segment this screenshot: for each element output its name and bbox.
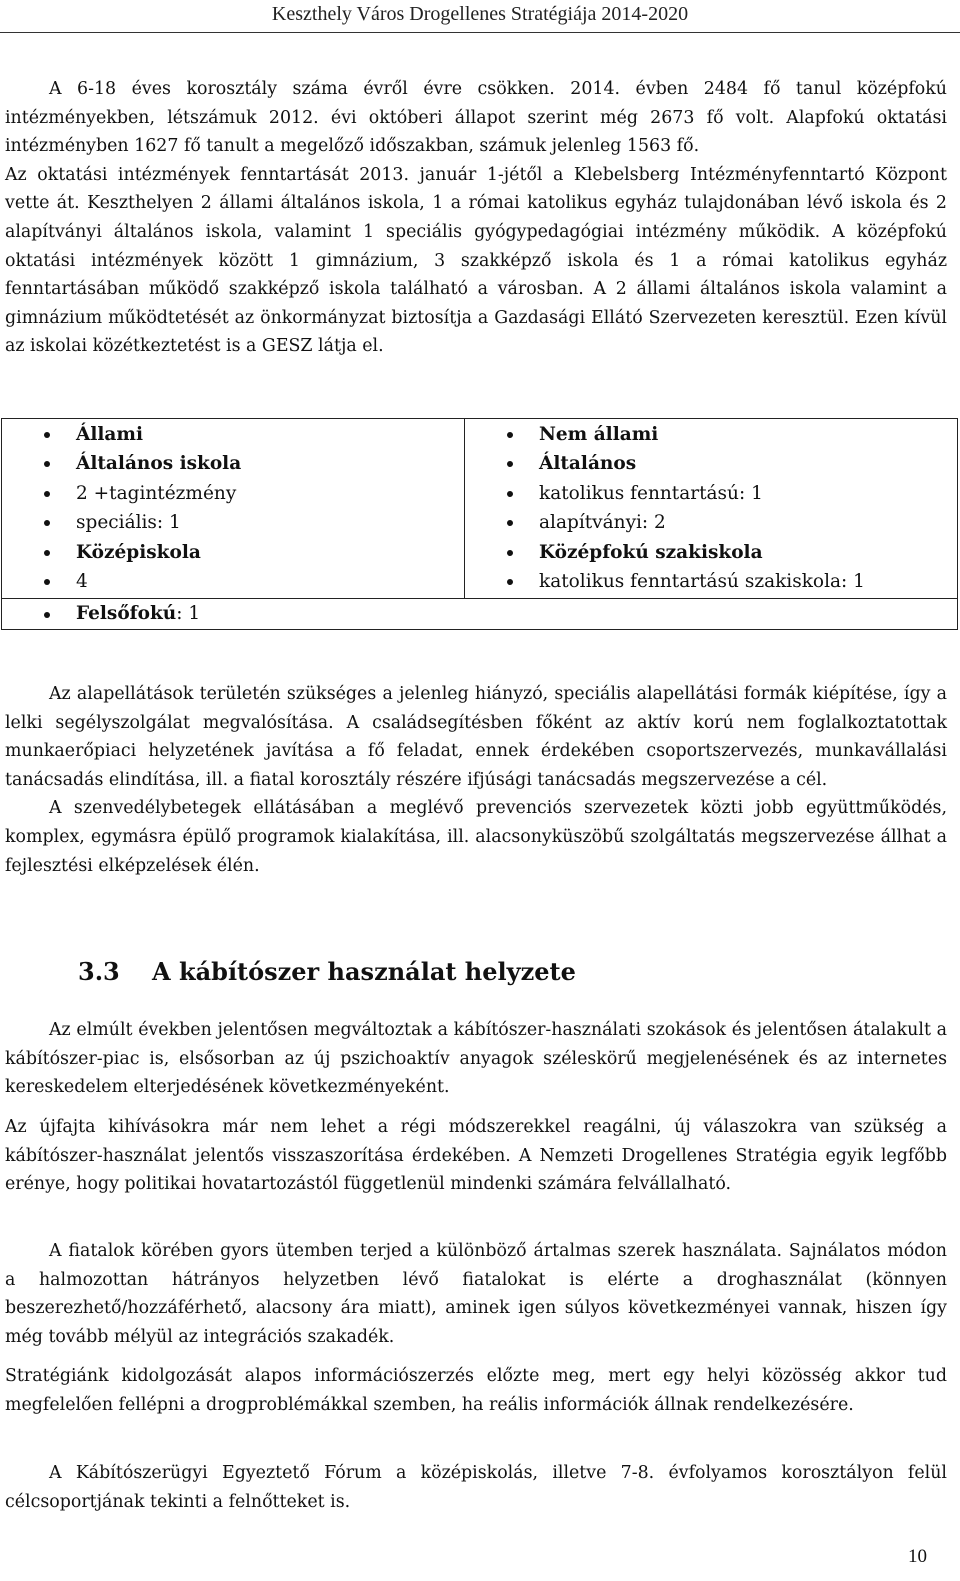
non-state-vocational-count: katolikus fenntartású szakiskola: 1 <box>471 567 953 596</box>
drug-paragraph-1: Az elmúlt években jelentősen megváltoztak a kábítószer-használati szokások és jelentősen átalakult a kábítószer-piac is, elsősorban az új pszichoaktív anyagok széleskörű megjelenésének és az internetes kereskedelem elterjedésének következményeként. <box>5 1020 947 1098</box>
care-paragraph-1: Az alapellátások területén szükséges a jelenleg hiányzó, speciális alapellátási formák kiépítése, így a lelki segélyszolgálat megvalósítása. A családsegítésben főként az aktív korú nem foglalkoztatottak munkaerőpiaci helyzetének javítása a fő feladat, ennek érdekében csoportszervezés, munkavállalási tanácsadás elindítása, ill. a fiatal korosztály részére ifjúsági tanácsadás megszervezése a cél. <box>5 684 947 790</box>
intro-section <box>0 75 960 361</box>
section-number: 3.3 <box>78 957 120 986</box>
drug-paragraph-5: A Kábítószerügyi Egyeztető Fórum a középiskolás, illetve 7-8. évfolyamos korosztályon felül célcsoportjának tekinti a felnőtteket is. <box>5 1463 947 1512</box>
state-special-count: speciális: 1 <box>8 508 460 537</box>
non-state-catholic-count: katolikus fenntartású: 1 <box>471 479 953 508</box>
section-heading <box>78 952 576 992</box>
non-state-foundation-count: alapítványi: 2 <box>471 508 953 537</box>
intro-paragraph-1a: A 6-18 éves korosztály száma évről évre csökken. 2014. évben 2484 fő tanul középfokú intézményekben, létszámuk 2012. évi októberi állapot szerint még 2673 fő volt. Alapfokú oktatási intézményben 1627 fő tanult a megelőző időszakban, számuk jelenleg 1563 fő. <box>5 79 947 157</box>
state-primary-label: Általános iskola <box>8 449 460 478</box>
drug-paragraph-4: Stratégiánk kidolgozását alapos információszerzés előzte meg, mert egy helyi közösség akkor tud megfelelően fellépni a drogproblémákkal szemben, ha reális információk állnak rendelkezésére. <box>5 1366 947 1415</box>
drug-section-2 <box>0 1113 960 1199</box>
higher-education-label: Felsőfokú <box>76 603 177 625</box>
non-state-heading: Nem állami <box>471 420 953 449</box>
care-section <box>0 680 960 880</box>
drug-paragraph-2: Az újfajta kihívásokra már nem lehet a régi módszerekkel reagálni, új válaszokra van szükség a kábítószer-használat jelentős visszaszorítása érdekében. A Nemzeti Drogellenes Stratégia egyik legfőbb erénye, hogy politikai hovatartozástól függetlenül mindenki számára felvállalható. <box>5 1117 947 1195</box>
header-rule <box>0 32 960 33</box>
state-column <box>2 419 465 599</box>
page-number: 10 <box>908 1546 927 1567</box>
higher-education-item <box>8 600 953 627</box>
non-state-primary-label: Általános <box>471 449 953 478</box>
institutions-table <box>1 418 958 630</box>
drug-section-5 <box>0 1459 960 1516</box>
state-secondary-label: Középiskola <box>8 538 460 567</box>
non-state-vocational-label: Középfokú szakiskola <box>471 538 953 567</box>
state-secondary-count: 4 <box>8 567 460 596</box>
drug-section-3 <box>0 1237 960 1351</box>
care-paragraph-2: A szenvedélybetegek ellátásában a meglévő prevenciós szervezetek közti jobb együttműködés, komplex, egymásra épülő programok kialakítása, ill. alacsonyküszöbű szolgáltatás megszervezése állhat a fejlesztési elképzelések élén. <box>5 798 947 876</box>
higher-education-cell <box>2 599 958 630</box>
drug-section-4 <box>0 1362 960 1419</box>
drug-paragraph-3: A fiatalok körében gyors ütemben terjed a különböző ártalmas szerek használata. Sajnálatos módon a halmozottan hátrányos helyzetben lévő fiatalokat is elérte a droghasználat (könnyen beszerezhető/hozzáférhető, alacsony ára miatt), aminek igen súlyos következményei vannak, hiszen így még tovább mélyül az integrációs szakadék. <box>5 1241 947 1347</box>
higher-education-row <box>2 599 958 630</box>
higher-education-value: : 1 <box>176 603 201 625</box>
state-primary-count: 2 +tagintézmény <box>8 479 460 508</box>
intro-paragraph-1b: Az oktatási intézmények fenntartását 2013. január 1-jétől a Klebelsberg Intézményfenntartó Központ vette át. Keszthelyen 2 állami általános iskola, 1 a római katolikus egyház tulajdonában lévő iskola és 2 alapítványi általános iskola, valamint 1 speciális gyógypedagógiai intézmény működik. A középfokú oktatási intézmények között 1 gimnázium, 3 szakképző iskola és 1 a római katolikus egyház fenntartásában működő szakképző iskola található a városban. A 2 állami általános iskola valamint a gimnázium működtetését az önkormányzat biztosítja a Gazdasági Ellátó Szervezeten keresztül. Ezen kívül az iskolai közétkeztetést is a GESZ látja el. <box>5 164 947 357</box>
header-title: Keszthely Város Drogellenes Stratégiája 2014-2020 <box>271 3 689 25</box>
state-heading: Állami <box>8 420 460 449</box>
institutions-row <box>2 419 958 599</box>
drug-section <box>0 1016 960 1102</box>
section-title: A kábítószer használat helyzete <box>152 957 576 986</box>
page-header <box>0 0 960 34</box>
non-state-column <box>465 419 958 599</box>
